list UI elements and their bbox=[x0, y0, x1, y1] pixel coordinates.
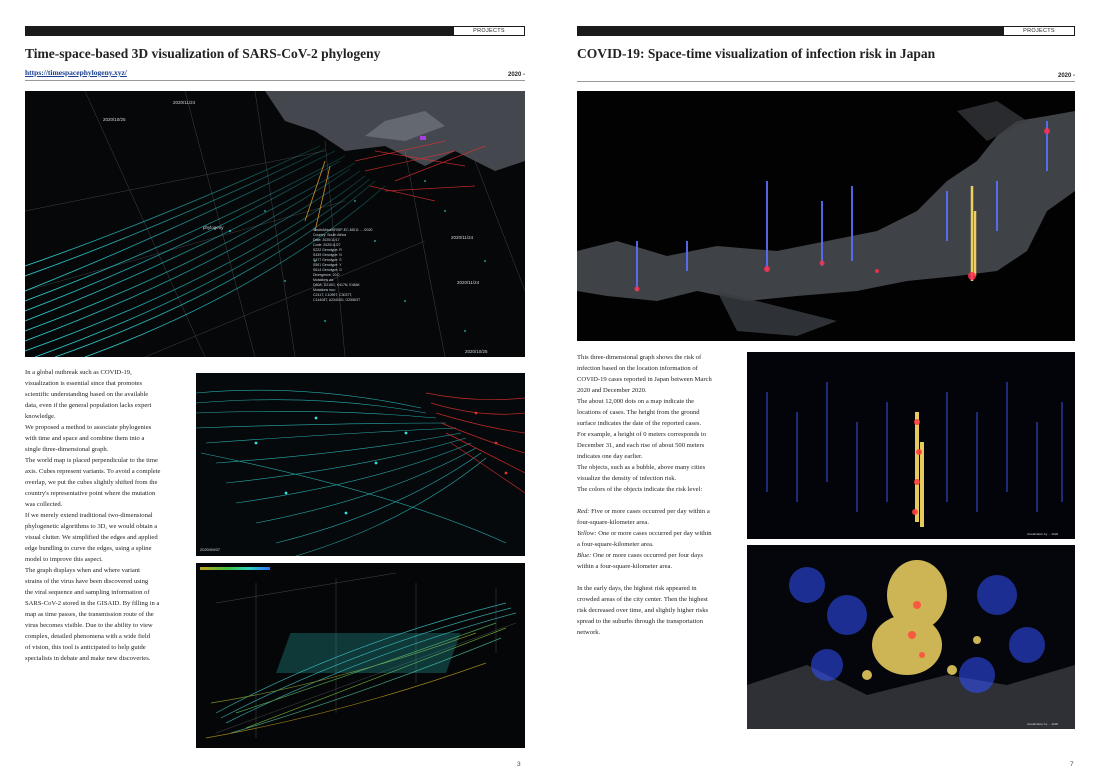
page-number: 7 bbox=[1070, 761, 1074, 768]
svg-text:S501 Genotype: Y: S501 Genotype: Y bbox=[313, 263, 342, 267]
legend-blue: Blue: One or more cases occurred per four days bbox=[577, 552, 703, 559]
city-risk-bubble-graphic bbox=[747, 545, 1075, 729]
city-risk-bubble-image bbox=[747, 545, 1075, 729]
image-credit: visualization by ... 2020 bbox=[1027, 722, 1059, 726]
section-tag: PROJECTS bbox=[453, 26, 525, 36]
date-label: 2020/10/25 bbox=[465, 349, 488, 354]
legend-yellow: Yellow: One or more cases occurred per day within bbox=[577, 530, 712, 537]
phylogeny-3d-graphic bbox=[25, 91, 525, 357]
date-label: 2020/11/24 bbox=[173, 100, 196, 105]
phylogeny-spline-image bbox=[196, 563, 525, 748]
header-rule bbox=[577, 81, 1075, 82]
svg-text:S614 Genotype: G: S614 Genotype: G bbox=[313, 268, 342, 272]
node-label: phylogeny bbox=[203, 225, 224, 230]
project-year: 2020 - bbox=[1058, 73, 1076, 79]
svg-text:Mutations aa:: Mutations aa: bbox=[313, 278, 335, 282]
phylogeny-3d-image bbox=[25, 91, 525, 357]
right-page bbox=[550, 0, 1100, 775]
svg-text:Country: South Africa: Country: South Africa bbox=[313, 233, 347, 237]
image-credit: visualization by ... 2020 bbox=[1027, 532, 1059, 536]
japan-risk-map-graphic bbox=[577, 91, 1075, 341]
header-bar bbox=[25, 26, 525, 36]
svg-text:Divergence: 20.0: Divergence: 20.0 bbox=[313, 273, 340, 277]
page-number: 3 bbox=[517, 761, 521, 768]
svg-text:D80A, D215G, K417N, E484K: D80A, D215G, K417N, E484K bbox=[313, 283, 360, 287]
date-label: 2020/10/25 bbox=[103, 117, 126, 122]
section-tag: PROJECTS bbox=[1003, 26, 1075, 36]
project-description: In a global outbreak such as COVID-19, visualization is essential since that promotes scientific understanding based on the available data, even if the general population lacks expert knowledge. We proposed a method to associate phylogenies with time and space and combine them into a single three-dimensional graph. The world map is placed perpendicular to the time axis. Cubes represent variants. To avoid a complete overlap, we put the cubes slightly shifted from the country's representative point where the mutation was collected. If we merely extend traditional two-dimensional phylogenetic algorithms to 3D, we would obtain a visual clutter. We simplified the edges and applied edge bundling to curve the edges, using a spline model to improve this aspect. The graph displays when and where variant strains of the virus have been discovered using the viral sequence and sampling information of SARS-CoV-2 stored in the GISAID. By filling in a map as time passes, the transmission route of the virus becomes visible. Due to the ability to view complex, detailed phenomena with a wide field of vision, this tool is anticipated to help guide specialists in debate and make new discoveries. bbox=[25, 369, 161, 662]
japan-risk-map-image bbox=[577, 91, 1075, 341]
svg-text:S477 Genotype: S: S477 Genotype: S bbox=[313, 258, 342, 262]
city-risk-column-image bbox=[747, 352, 1075, 539]
phylogeny-spline-graphic bbox=[196, 563, 525, 748]
svg-text:S222 Genotype: R: S222 Genotype: R bbox=[313, 248, 342, 252]
phylogeny-network-graphic bbox=[196, 373, 525, 556]
date-label: 2020/11/24 bbox=[451, 235, 474, 240]
page-title: COVID-19: Space-time visualization of infection risk in Japan bbox=[577, 46, 936, 61]
timeline-legend bbox=[200, 567, 270, 570]
header-bar bbox=[577, 26, 1075, 36]
project-description: This three-dimensional graph shows the risk of infection based on the location information of COVID-19 cases reported in Japan between March 2020 and December 2020. The about 12,000 dots on a map indicate the locations of cases. The height from the ground surface indicates the date of the reported cases. For example, a height of 0 meters corresponds to December 31, and each rise of about 500 meters indicates one day earlier. The objects, such as a bubble, above many cities visualize the density of infection risk. The colors of the objects indicate the risk level: Red: Five or more cases occurred per day within a four-square-kilometer area. Yellow: One or more cases occurred per day within a four-square-kilometer area. Blue: One or more cases occurred per four days within a four-square-kilometer area. In the early days, the highest risk appeared in crowded areas of the city center. Then the highest risk decreased over time, and slightly higher risks spread to the suburbs through the transportation network. bbox=[577, 352, 747, 638]
svg-text:S439 Genotype: N: S439 Genotype: N bbox=[313, 253, 342, 257]
header-rule bbox=[25, 80, 525, 81]
date-label: 2020/11/24 bbox=[457, 280, 480, 285]
network-caption: 2020/09/07 bbox=[200, 547, 221, 552]
phylogeny-network-image bbox=[196, 373, 525, 556]
city-risk-column-graphic bbox=[747, 352, 1075, 539]
project-year: 2020 - bbox=[508, 72, 526, 78]
project-link[interactable]: https://timespacephylogeny.xyz/ bbox=[25, 68, 127, 77]
svg-text:C241T, C1059T, C3037T,: C241T, C1059T, C3037T, bbox=[313, 293, 353, 297]
svg-text:Date: 2020/11/17: Date: 2020/11/17 bbox=[313, 238, 340, 242]
svg-text:SouthAfrica/KRISP-EC-MD11 ...: SouthAfrica/KRISP-EC-MD11 ... /2020 bbox=[313, 228, 373, 232]
svg-text:Mutations nuc:: Mutations nuc: bbox=[313, 288, 336, 292]
legend-red: Red: Five or more cases occurred per day within a bbox=[577, 508, 710, 515]
svg-text:C14408T, A23403G, G25563T: C14408T, A23403G, G25563T bbox=[313, 298, 361, 302]
svg-text:Code: 2020/11/27: Code: 2020/11/27 bbox=[313, 243, 341, 247]
page-title: Time-space-based 3D visualization of SARS-CoV-2 phylogeny bbox=[25, 46, 381, 61]
